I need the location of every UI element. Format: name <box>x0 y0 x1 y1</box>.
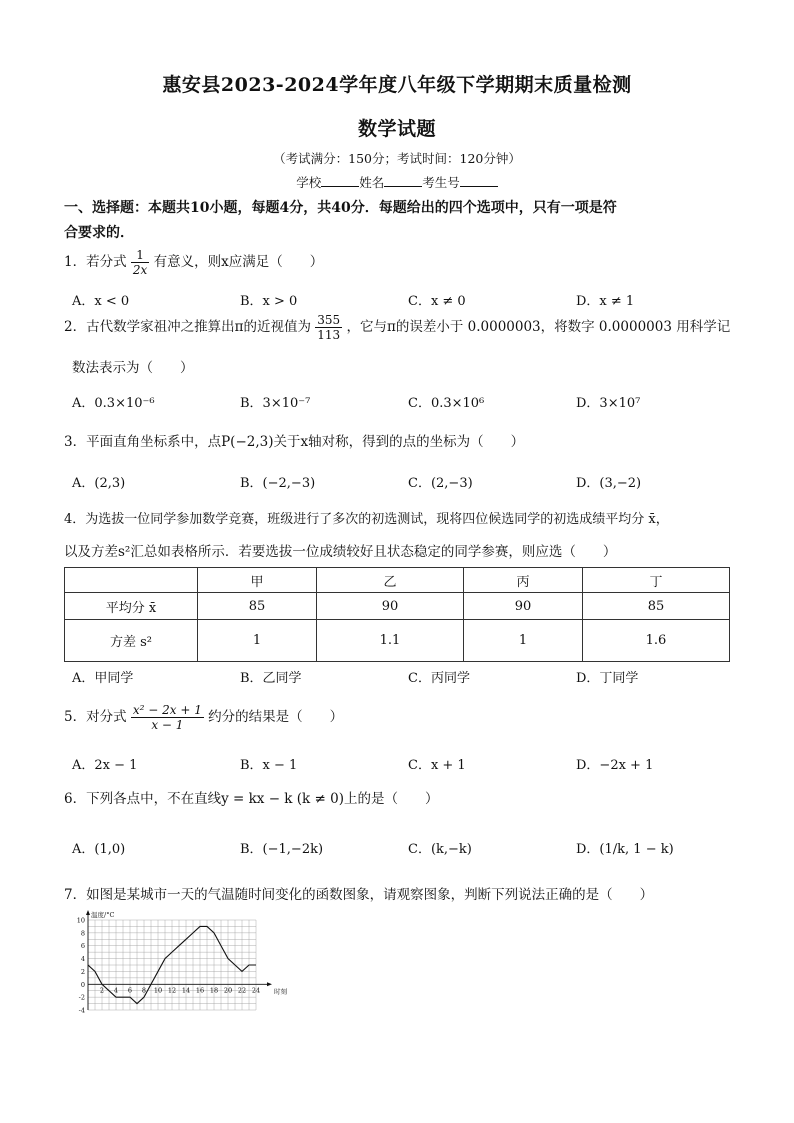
y-tick-label: 2 <box>80 967 85 976</box>
q5-suffix: 约分的结果是（ ） <box>208 709 344 725</box>
y-tick-label: 4 <box>80 955 85 964</box>
table-header-row <box>65 568 730 593</box>
student-info-line <box>0 173 794 191</box>
x-tick-label: 16 <box>195 986 205 995</box>
question-6: 6．下列各点中，不在直线y = kx − k (k ≠ 0)上的是（ ） <box>64 791 439 807</box>
table-cell: 1 <box>198 620 317 662</box>
q4-option-c[interactable]: C．丙同学 <box>408 671 470 686</box>
x-axis-label: 时刻 <box>274 987 287 996</box>
table-header-cell: 甲 <box>198 568 317 593</box>
q2-option-b[interactable]: B．3×10⁻⁷ <box>240 396 311 411</box>
q2-suffix: ，它与π的误差小于 0.0000003，将数字 0.0000003 用科学记 <box>346 319 731 335</box>
x-tick-label: 24 <box>251 986 261 995</box>
q5-option-a[interactable]: A．2x − 1 <box>72 758 138 773</box>
x-tick-label: 6 <box>127 986 133 995</box>
q3-option-b[interactable]: B．(−2,−3) <box>240 476 316 491</box>
q5-prefix: 5．对分式 <box>64 709 127 725</box>
q1-frac-numerator: 1 <box>131 248 149 263</box>
q1-option-d[interactable]: D．x ≠ 1 <box>576 294 635 309</box>
y-axis-arrow <box>86 910 90 915</box>
q6-option-b[interactable]: B．(−1,−2k) <box>240 842 324 857</box>
q1-option-a[interactable]: A．x < 0 <box>72 294 130 309</box>
table-cell: 90 <box>316 593 463 620</box>
school-blank[interactable] <box>321 174 359 187</box>
x-tick-label: 4 <box>113 986 119 995</box>
x-tick-label: 8 <box>141 986 147 995</box>
table-header-cell <box>65 568 198 593</box>
x-tick-label: 18 <box>209 986 219 995</box>
table-cell: 1 <box>463 620 582 662</box>
q2-frac-numerator: 355 <box>317 313 341 327</box>
table-cell: 85 <box>198 593 317 620</box>
x-tick-label: 2 <box>99 986 105 995</box>
x-tick-label: 12 <box>167 986 177 995</box>
table-header-cell: 丙 <box>463 568 582 593</box>
table-cell: 1.6 <box>582 620 729 662</box>
exam-title: 惠安县2023-2024学年度八年级下学期期末质量检测 <box>162 74 632 96</box>
table-header-cell: 乙 <box>316 568 463 593</box>
q2-option-d[interactable]: D．3×10⁷ <box>576 396 641 411</box>
question-7: 7．如图是某城市一天的气温随时间变化的函数图象，请观察图象，判断下列说法正确的是（ ） <box>64 887 654 903</box>
q6-option-a[interactable]: A．(1,0) <box>72 842 126 857</box>
y-tick-label: 6 <box>80 942 85 951</box>
section-heading-line2: 合要求的． <box>64 225 134 241</box>
table-cell: 90 <box>463 593 582 620</box>
question-4-line2: 以及方差s²汇总如表格所示．若要选拔一位成绩较好且状态稳定的同学参赛，则应选（ ） <box>64 544 617 560</box>
score-table <box>64 567 730 662</box>
q1-fraction <box>131 248 149 277</box>
q2-option-c[interactable]: C．0.3×10⁶ <box>408 396 485 411</box>
name-blank[interactable] <box>384 174 422 187</box>
q1-prefix: 1．若分式 <box>64 254 127 270</box>
q3-option-a[interactable]: A．(2,3) <box>72 476 126 491</box>
question-2 <box>64 313 730 342</box>
school-label: 学校 <box>296 175 322 190</box>
student-id-blank[interactable] <box>460 174 498 187</box>
q1-option-b[interactable]: B．x > 0 <box>240 294 298 309</box>
q5-option-c[interactable]: C．x + 1 <box>408 758 466 773</box>
table-cell: 方差 s² <box>65 620 198 662</box>
q2-frac-denominator: 113 <box>317 328 341 342</box>
table-cell: 1.1 <box>316 620 463 662</box>
exam-info: （考试满分：150分；考试时间：120分钟） <box>273 151 521 166</box>
q5-frac-numerator: x² − 2x + 1 <box>132 703 202 717</box>
table-row <box>65 620 730 662</box>
x-tick-label: 14 <box>181 986 191 995</box>
question-3: 3．平面直角坐标系中，点P(−2,3)关于x轴对称，得到的点的坐标为（ ） <box>64 434 525 450</box>
q2-line2: 数法表示为（ ） <box>72 360 194 376</box>
student-id-label: 考生号 <box>422 175 460 190</box>
q2-fraction <box>315 313 342 342</box>
q4-option-a[interactable]: A．甲同学 <box>72 671 134 686</box>
y-axis-label: 温度/°C <box>91 911 115 919</box>
q5-frac-denominator: x − 1 <box>151 718 184 732</box>
q6-option-c[interactable]: C．(k,−k) <box>408 842 472 857</box>
q6-option-d[interactable]: D．(1/k, 1 − k) <box>576 842 674 857</box>
y-tick-label: -2 <box>78 993 85 1002</box>
q3-option-c[interactable]: C．(2,−3) <box>408 476 473 491</box>
q1-suffix: 有意义，则x应满足（ ） <box>153 254 324 270</box>
x-tick-label: 22 <box>237 986 247 995</box>
y-tick-label: 8 <box>80 929 85 938</box>
q1-option-c[interactable]: C．x ≠ 0 <box>408 294 466 309</box>
temperature-chart <box>62 908 292 1018</box>
section-heading-line1: 一、选择题：本题共10小题，每题4分，共40分．每题给出的四个选项中，只有一项是符 <box>64 200 617 216</box>
name-label: 姓名 <box>359 175 385 190</box>
q4-option-b[interactable]: B．乙同学 <box>240 671 302 686</box>
table-row <box>65 593 730 620</box>
table-cell: 平均分 x̄ <box>65 593 198 620</box>
q5-option-b[interactable]: B．x − 1 <box>240 758 298 773</box>
x-tick-label: 20 <box>223 986 233 995</box>
q5-fraction <box>131 703 204 732</box>
q3-option-d[interactable]: D．(3,−2) <box>576 476 642 491</box>
x-tick-label: 10 <box>153 986 163 995</box>
table-header-cell: 丁 <box>582 568 729 593</box>
q2-prefix: 2．古代数学家祖冲之推算出π的近视值为 <box>64 319 311 335</box>
table-cell: 85 <box>582 593 729 620</box>
x-axis-arrow <box>267 982 272 986</box>
question-5 <box>64 703 343 732</box>
y-tick-label: -4 <box>78 1006 85 1015</box>
q4-option-d[interactable]: D．丁同学 <box>576 671 639 686</box>
q2-option-a[interactable]: A．0.3×10⁻⁶ <box>72 396 155 411</box>
q1-frac-denominator: 2x <box>132 263 148 277</box>
exam-subject: 数学试题 <box>357 118 436 140</box>
q5-option-d[interactable]: D．−2x + 1 <box>576 758 654 773</box>
y-tick-label: 10 <box>76 916 85 925</box>
question-4-line1: 4．为选拔一位同学参加数学竞赛，班级进行了多次的初选测试，现将四位候选同学的初选成绩平均分 x̄， <box>64 512 669 527</box>
question-1 <box>64 248 323 277</box>
y-tick-label: 0 <box>80 980 85 989</box>
